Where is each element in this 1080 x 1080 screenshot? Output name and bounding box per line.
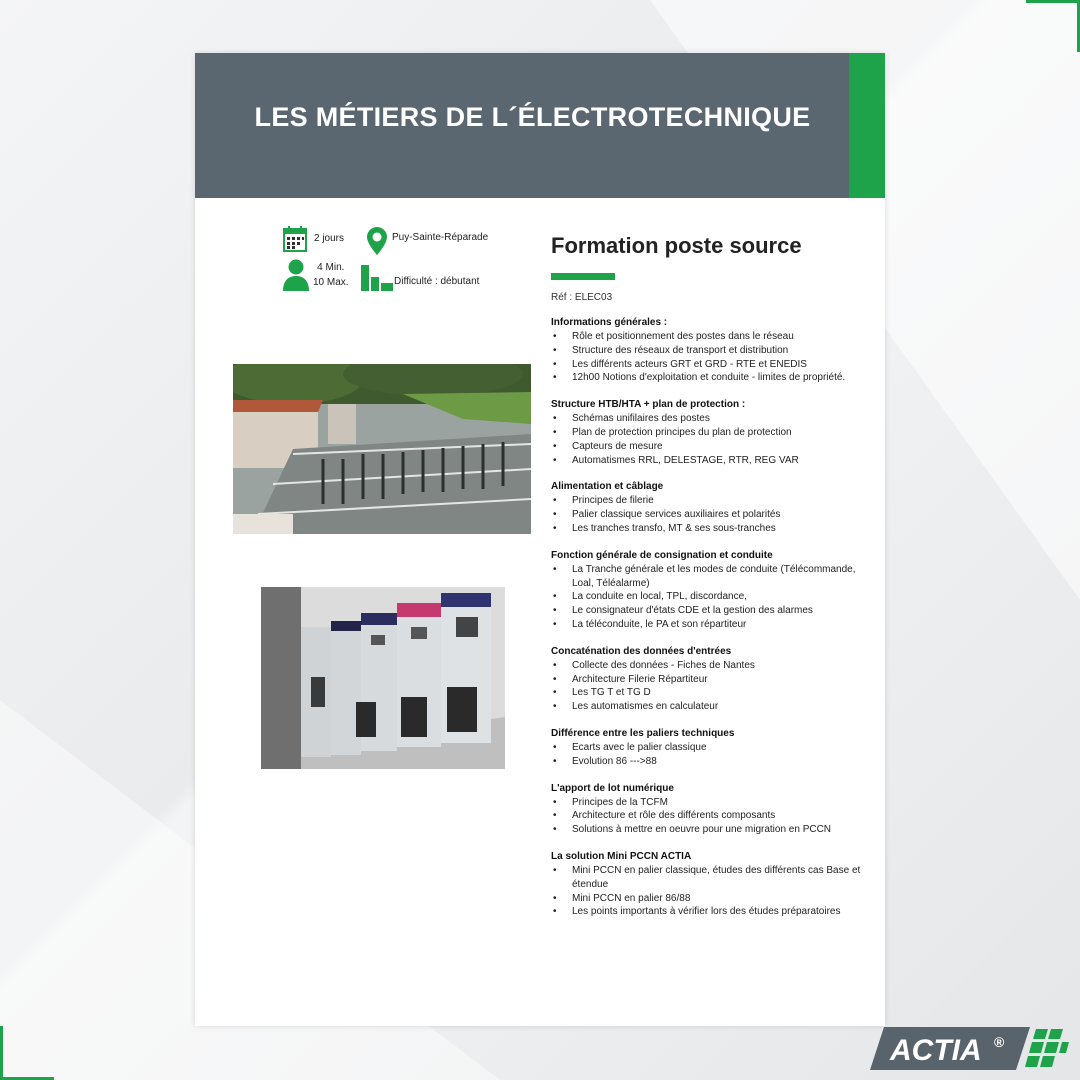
list-item: • Capteurs de mesure — [551, 440, 861, 454]
corner-frame-top-right — [1026, 0, 1080, 52]
section-heading: Concaténation des données d'entrées — [551, 645, 732, 657]
course-info — [283, 225, 513, 300]
section-list — [551, 741, 861, 769]
section-list — [551, 563, 861, 632]
participants-item — [283, 259, 349, 291]
section-heading: L'apport de lot numérique — [551, 782, 674, 794]
duration-text: 2 jours — [314, 233, 345, 244]
section-heading: Informations générales : — [551, 317, 668, 328]
switchgear-photo — [261, 587, 505, 769]
list-item: • Les points importants à vérifier lors des études préparatoires — [551, 905, 861, 919]
list-item: • Rôle et positionnement des postes dans le réseau — [551, 330, 861, 344]
banner-title: LES MÉTIERS DE L´ÉLECTROTECHNIQUE — [254, 101, 811, 132]
list-item: • Architecture et rôle des différents composants — [551, 809, 861, 823]
list-item: • Les tranches transfo, MT & ses sous-tranches — [551, 522, 861, 536]
list-item: • Mini PCCN en palier classique, études des différents cas Base et étendue — [551, 864, 861, 892]
program-section — [551, 645, 861, 714]
section-list — [551, 864, 861, 919]
program-section — [551, 316, 861, 385]
program-section — [551, 549, 861, 632]
section-heading: Différence entre les paliers techniques — [551, 727, 735, 739]
location-item — [367, 227, 488, 255]
program-section — [551, 782, 861, 837]
list-item: • Collecte des données - Fiches de Nantes — [551, 659, 861, 673]
substation-photo — [233, 364, 531, 534]
course-ref: Réf : ELEC03 — [551, 292, 613, 303]
list-item: • 12h00 Notions d'exploitation et conduite - limites de propriété. — [551, 371, 861, 385]
banner-accent-strip — [849, 53, 885, 198]
program-section — [551, 398, 861, 467]
program-section — [551, 727, 861, 769]
duration-item — [283, 225, 344, 252]
calendar-icon — [283, 225, 307, 252]
section-heading: Structure HTB/HTA + plan de protection : — [551, 399, 746, 411]
logo-text: ACTIA — [890, 1034, 982, 1067]
section-list — [551, 659, 861, 714]
program-section — [551, 480, 861, 535]
list-item: • Principes de la TCFM — [551, 796, 861, 810]
corner-frame-bottom-left — [0, 1026, 54, 1080]
logo-grid-icon — [1025, 1029, 1069, 1067]
participants-text — [313, 260, 349, 290]
person-icon — [283, 259, 309, 291]
list-item: • Le consignateur d'états CDE et la gestion des alarmes — [551, 604, 861, 618]
difficulty-bars-icon — [361, 265, 393, 291]
list-item: • Principes de filerie — [551, 494, 861, 508]
list-item: • Automatismes RRL, DELESTAGE, RTR, REG VAR — [551, 454, 861, 468]
participants-max: 10 Max. — [313, 277, 349, 288]
list-item: • Les TG T et TG D — [551, 686, 861, 700]
course-sheet — [195, 53, 885, 1026]
program-section — [551, 850, 861, 919]
header-banner — [195, 53, 885, 198]
list-item: • Les différents acteurs GRT et GRD - RTE et ENEDIS — [551, 358, 861, 372]
program-sections — [551, 316, 861, 919]
location-pin-icon — [367, 227, 387, 255]
course-content — [551, 233, 861, 919]
list-item: • Structure des réseaux de transport et distribution — [551, 344, 861, 358]
list-item: • Ecarts avec le palier classique — [551, 741, 861, 755]
title-underline — [551, 273, 615, 280]
section-heading: La solution Mini PCCN ACTIA — [551, 850, 692, 862]
section-heading: Fonction générale de consignation et conduite — [551, 549, 773, 561]
list-item: • La conduite en local, TPL, discordance, — [551, 590, 861, 604]
section-list — [551, 796, 861, 837]
actia-logo — [870, 1027, 1070, 1070]
list-item: • Architecture Filerie Répartiteur — [551, 673, 861, 687]
section-heading: Alimentation et câblage — [551, 481, 664, 493]
section-list — [551, 494, 861, 535]
location-text: Puy-Sainte-Réparade — [392, 231, 489, 243]
list-item: • Palier classique services auxiliaires et polarités — [551, 508, 861, 522]
section-list — [551, 412, 861, 467]
list-item: • Plan de protection principes du plan de protection — [551, 426, 861, 440]
list-item: • Les automatismes en calculateur — [551, 700, 861, 714]
participants-min: 4 Min. — [317, 262, 345, 273]
section-list — [551, 330, 861, 385]
logo-registered-mark: ® — [994, 1034, 1005, 1050]
difficulty-item — [361, 265, 479, 291]
list-item: • La Tranche générale et les modes de conduite (Télécommande, Loal, Téléalarme) — [551, 563, 861, 591]
list-item: • Solutions à mettre en oeuvre pour une migration en PCCN — [551, 823, 861, 837]
course-title: Formation poste source — [551, 233, 802, 258]
list-item: • La téléconduite, le PA et son répartiteur — [551, 618, 861, 632]
list-item: • Evolution 86 --->88 — [551, 755, 861, 769]
list-item: • Mini PCCN en palier 86/88 — [551, 892, 861, 906]
difficulty-text: Difficulté : débutant — [394, 275, 480, 287]
list-item: • Schémas unifilaires des postes — [551, 412, 861, 426]
